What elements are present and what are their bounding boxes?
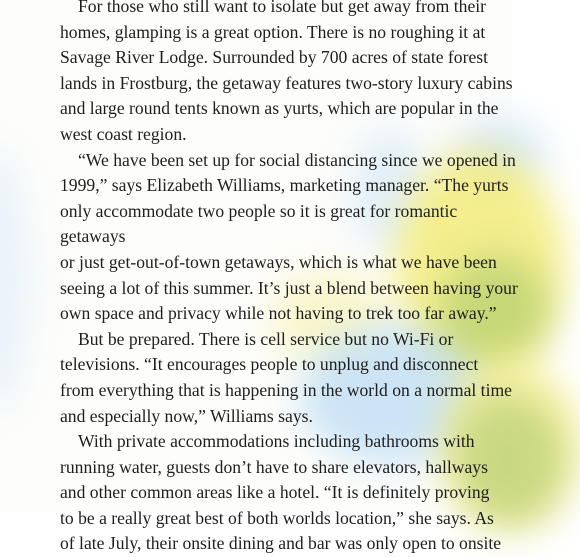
article-paragraph: With private accommodations including bathrooms with running water, guests don’t have to share elevators, hallways and other common areas like a hotel. “It is definitely proving to be a really great best of both worlds location,” she says. As of late July, their onsite dining and bar was only open to onsite xyxy=(60,431,502,554)
article-paragraph: “We have been set up for social distancing since we opened in 1999,” says Elizabeth Williams, marketing manager. “The yurts only accommodate two people so it is great for romantic getaways or just get-out-of-town getaways, which is what we have been seeing a lot of this summer. It’s just a blend between having your own space and privacy while not having to trek too far away.” xyxy=(60,149,518,324)
article-paragraph: But be prepared. There is cell service but no Wi-Fi or televisions. “It encourages people to unplug and disconnect from everything that is happening in the world on a normal time and especially now,” Williams says. xyxy=(60,328,512,426)
watercolor-wash xyxy=(0,150,30,410)
article-column xyxy=(60,0,520,557)
article-paragraph: For those who still want to isolate but get away from their homes, glamping is a great option. There is no roughing it at Savage River Lodge. Surrounded by 700 acres of state forest lands in Frostburg, the getaway features two-story luxury cabins and large round tents known as yurts, which are popular in the west coast region. xyxy=(60,0,513,144)
